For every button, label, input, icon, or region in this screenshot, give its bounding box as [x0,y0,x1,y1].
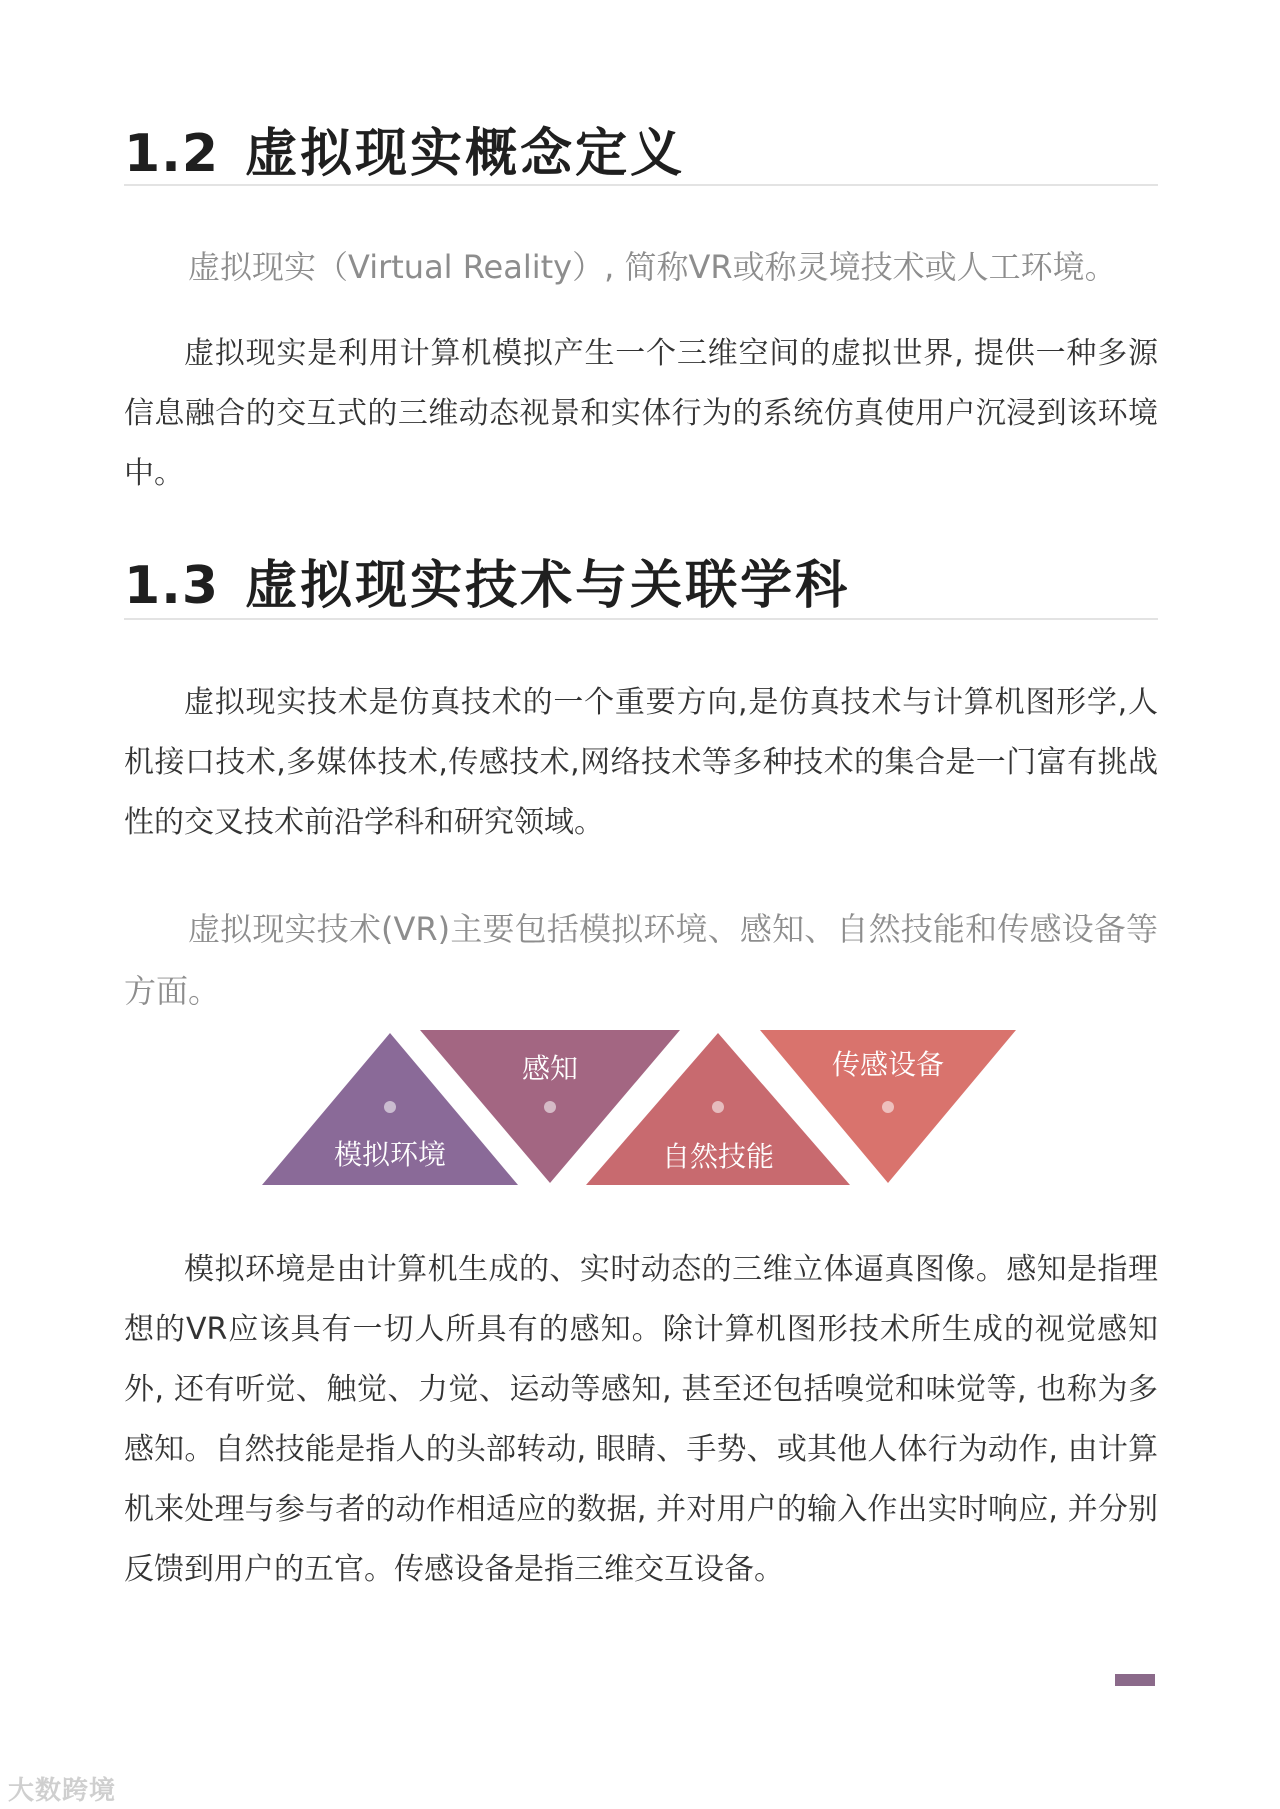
vr-components-diagram [260,1025,1020,1195]
vr-explanation-paragraph: 模拟环境是由计算机生成的、实时动态的三维立体逼真图像。感知是指理想的VR应该具有一切人所具有的感知。除计算机图形技术所生成的视觉感知外, 还有听觉、触觉、力觉、运动等感知, 甚至还包括嗅觉和味觉等, 也称为多感知。自然技能是指人的头部转动, 眼睛、手势、或其他人体行为动作, 由计算机来处理与参与者的动作相适应的数据, 并对用户的输入作出实时响应, 并分别反馈到用户的五官。传感设备是指三维交互设备。 [124,1252,1158,1587]
triangle-dot [544,1101,556,1113]
section-number: 1.3 [124,556,220,616]
label-simulated-environment: 模拟环境 [333,1138,447,1171]
vr-definition-paragraph: 虚拟现实是利用计算机模拟产生一个三维空间的虚拟世界, 提供一种多源信息融合的交互式的三维动态视景和实体行为的系统仿真使用户沉浸到该环境中。 [124,336,1158,491]
heading-divider [124,618,1158,620]
triangle-dot [882,1101,894,1113]
section-1-2-heading [124,124,1158,184]
page-marker [1115,1674,1155,1686]
section-number: 1.2 [124,124,220,184]
section-1-3-heading [124,556,1158,616]
vr-intro-paragraph: 虚拟现实（Virtual Reality）, 简称VR或称灵境技术或人工环境。 [188,248,1117,286]
section-title: 虚拟现实技术与关联学科 [245,556,851,616]
heading-divider [124,184,1158,186]
triangle-dot [712,1101,724,1113]
label-perception: 感知 [521,1052,579,1085]
vr-components-paragraph: 虚拟现实技术(VR)主要包括模拟环境、感知、自然技能和传感设备等方面。 [124,910,1158,1010]
label-sensing-devices: 传感设备 [831,1048,945,1081]
label-natural-skills: 自然技能 [661,1140,775,1173]
vr-tech-paragraph: 虚拟现实技术是仿真技术的一个重要方向,是仿真技术与计算机图形学,人机接口技术,多媒体技术,传感技术,网络技术等多种技术的集合是一门富有挑战性的交叉技术前沿学科和研究领域。 [124,685,1158,840]
section-title: 虚拟现实概念定义 [245,124,686,184]
triangle-dot [384,1101,396,1113]
watermark-logo: 大数跨境 [8,1776,117,1806]
